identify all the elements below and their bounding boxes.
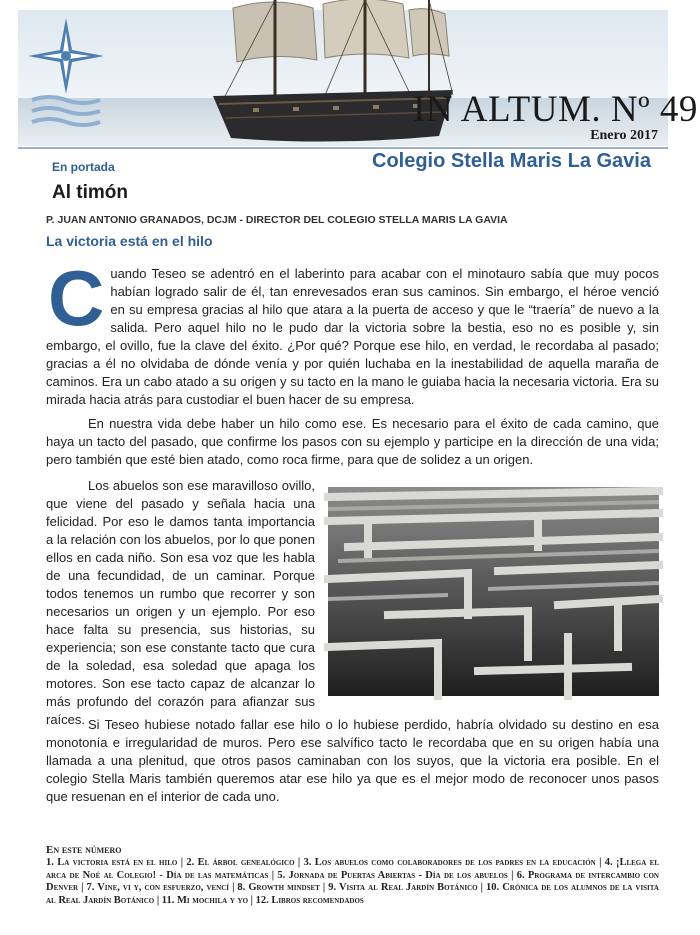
- issue-date: Enero 2017: [590, 128, 658, 143]
- article-paragraph-2: En nuestra vida debe haber un hilo como ese. Es necesario para el éxito de cada camino, que haya un tacto del pasado, que confirme los pasos con su ejemplo y participe en la dirección de una vida; pero también que esté bien atado, como roca firme, para que de solidez a un origen.: [46, 416, 659, 467]
- article-paragraph-1: [46, 254, 659, 409]
- magazine-title: IN ALTUM. Nº 49: [413, 89, 698, 130]
- contents-list: 1. La victoria está en el hilo | 2. El árbol genealógico | 3. Los abuelos como colaboradores de los padres en la educación | 4. ¡Llega el arca de Noé al Colegio! - Día de las matemáticas | 5. Jornada de Puertas Abiertas - Día de los abuelos | 6. Programa de intercambio con Denver | 7. Vine, vi y, con esfuerzo, vencí | 8. Growth mindset | 9. Visita al Real Jardín Botánico | 10. Crónica de los alumnos de la visita al Real Jardín Botánico | 11. Mi mochila y yo | 12. Libros recomendados: [46, 857, 659, 906]
- article-author: P. JUAN ANTONIO GRANADOS, DCJM - DIRECTOR DEL COLEGIO STELLA MARIS LA GAVIA: [46, 214, 508, 226]
- article-subtitle: La victoria está en el hilo: [46, 233, 213, 249]
- article-paragraph-3: Los abuelos son ese maravilloso ovillo, que viene del pasado y señala hacia una felicidad. Por eso le damos tanta importancia a la relación con los abuelos, por lo que ponen ellos en cada niño. Son esa voz que les habla de una fecundidad, de un caminar. Porque todos tenemos un rumbo que recorrer y son necesarios un origen y un ejemplo. Por eso hace falta su presencia, sus historias, su experiencia; son ese constante tacto que cura de la soledad, esa soledad que apaga los motores. Son ese tacto capaz de alcanzar lo más profundo del corazón para afianzar sus raíces.: [46, 478, 315, 727]
- header-banner: [18, 10, 698, 146]
- article-paragraph-4: Si Teseo hubiese notado fallar ese hilo o lo hubiese perdido, habría olvidado su destino en esa monotonía e irregularidad de muros. Pero ese salvífico tacto le recordaba que en su origen había una llamada a una plenitud, que otros pasos caminaban con los suyos, que la victoria era posible. En el colegio Stella Maris también queremos atar ese hilo ya que es el mejor modo de reconocer unos pasos que resuenan en el interior de cada uno.: [46, 717, 659, 804]
- cross-star-logo-icon: [26, 16, 106, 134]
- contents-heading: En este número: [46, 844, 122, 856]
- paragraph-1-text: uando Teseo se adentró en el laberinto para acabar con el minotauro sabía que muy pocos habían logrado salir de él, tan enrevesados eran sus caminos. Sin embargo, el héroe venció en su empresa gracias al hilo que atara a la puerta de acceso y que le “traería” de nuevo a la salida. Pero aquel hilo no le pudo dar la victoria sobre la bestia, eso no es posible y, sin embargo, el ovillo, fue la clave del éxito. ¿Por qué? Porque ese hilo, en verdad, le recordaba al pasado; gracias a él no olvidaba de dónde venía y por quién luchaba en la inestabilidad de aquella maraña de caminos. Era un cabo atado a su origen y su tacto en la mano le guiaba hacia la necesaria victoria. Era su mirada hacia atrás para custodiar el buen hacer de su empresa.: [46, 266, 659, 407]
- header-divider: [18, 147, 668, 149]
- maze-illustration: [328, 487, 659, 696]
- section-title: Al timón: [52, 182, 128, 203]
- section-label: En portada: [52, 160, 115, 174]
- drop-cap: C: [48, 254, 105, 342]
- school-name: Colegio Stella Maris La Gavia: [372, 150, 651, 172]
